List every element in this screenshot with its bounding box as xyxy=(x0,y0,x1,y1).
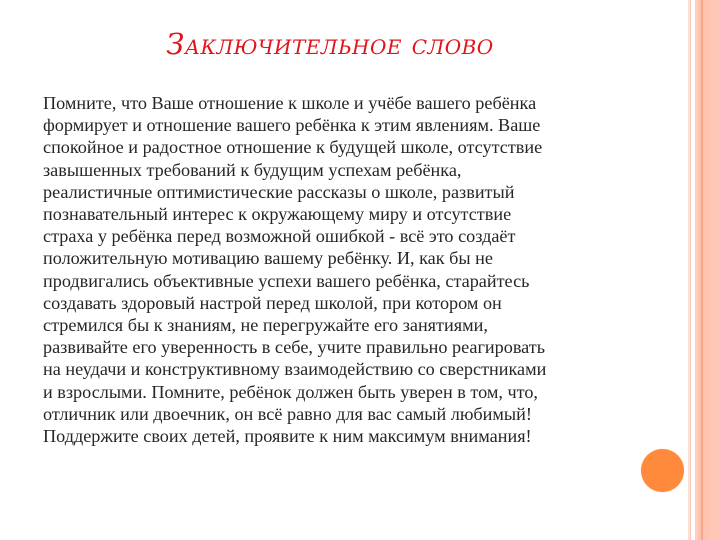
body-line: и взрослыми. Помните, ребёнок должен быть уверен в том, что, xyxy=(43,381,538,402)
decorative-stripe xyxy=(710,0,720,540)
body-line: Поддержите своих детей, проявите к ним максимум внимания! xyxy=(43,426,532,447)
body-line: Помните, что Ваше отношение к школе и учёбе вашего ребёнка xyxy=(43,93,537,113)
body-line: реалистичные оптимистические рассказы о школе, развитый xyxy=(43,181,515,202)
body-line: на неудачи и конструктивному взаимодействию со сверстниками xyxy=(43,359,547,380)
body-line: страха у ребёнка перед возможной ошибкой - всё это создаёт xyxy=(43,226,516,247)
decorative-circle-icon xyxy=(641,449,684,492)
body-line: формирует и отношение вашего ребёнка к этим явлениям. Ваше xyxy=(43,115,541,136)
body-line: продвигались объективные успехи вашего ребёнка, старайтесь xyxy=(43,270,530,291)
body-line: отличник или двоечник, он всё равно для вас самый любимый! xyxy=(43,403,532,424)
decorative-stripe xyxy=(690,0,691,540)
body-line: спокойное и радостное отношение к будущей школе, отсутствие xyxy=(43,137,543,158)
body-line: познавательный интерес к окружающему миру и отсутствие xyxy=(43,204,512,225)
body-line: стремился бы к знаниям, не перегружайте его занятиями, xyxy=(43,315,488,336)
slide-body-text xyxy=(43,92,623,447)
slide-title: Заключительное слово xyxy=(166,27,494,61)
decorative-stripe xyxy=(703,0,710,540)
body-line: создавать здоровый настрой перед школой, при котором он xyxy=(43,292,502,313)
body-line: развивайте его уверенность в себе, учите правильно реагировать xyxy=(43,337,546,358)
body-line: положительную мотивацию вашему ребёнку. И, как бы не xyxy=(43,248,493,269)
body-line: завышенных требований к будущим успехам ребёнка, xyxy=(43,159,462,180)
